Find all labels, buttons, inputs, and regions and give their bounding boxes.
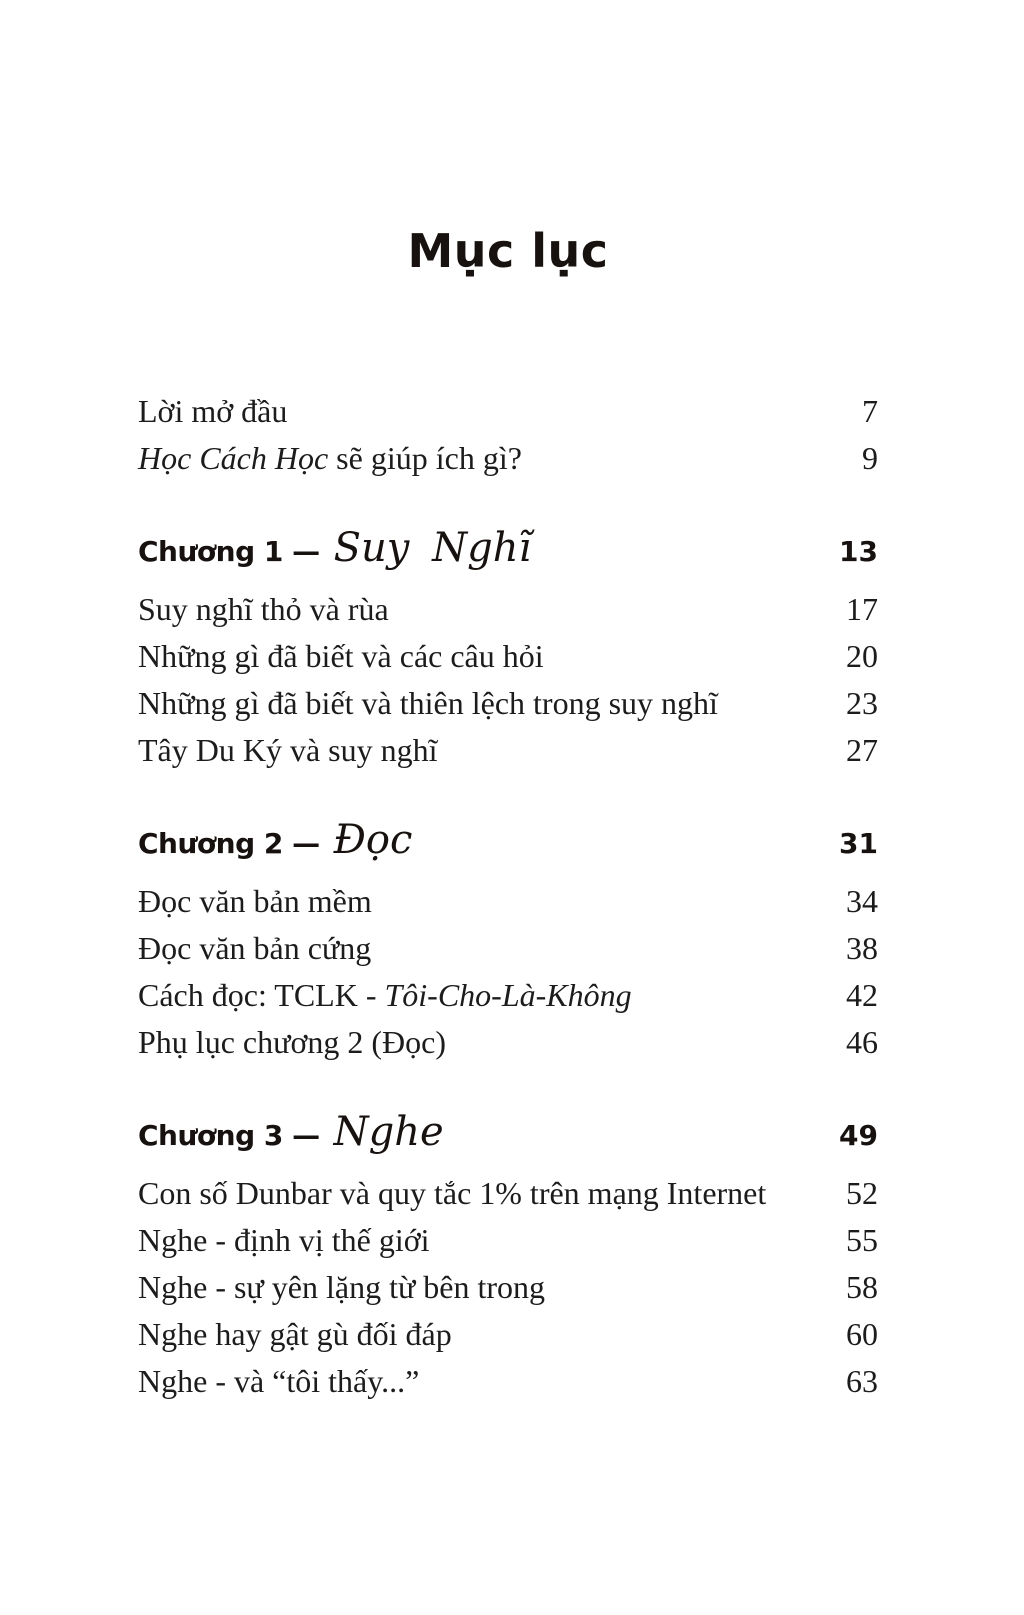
entry-title: Những gì đã biết và các câu hỏi xyxy=(138,638,544,674)
chapter-name: Nghe xyxy=(333,1109,444,1155)
toc-entry xyxy=(138,1217,878,1264)
entry-title: Nghe hay gật gù đối đáp xyxy=(138,1316,452,1352)
toc-entry xyxy=(138,435,878,482)
page-number: 34 xyxy=(846,883,878,919)
toc-entry xyxy=(138,633,878,680)
chapter-name: Đọc xyxy=(333,817,413,863)
entry-title: Phụ lục chương 2 (Đọc) xyxy=(138,1024,446,1060)
chapter-prefix: Chương 3 — xyxy=(138,1119,320,1152)
page-number: 20 xyxy=(846,638,878,674)
toc-entry xyxy=(138,727,878,774)
page-number: 38 xyxy=(846,930,878,966)
entry-title: Con số Dunbar và quy tắc 1% trên mạng Internet xyxy=(138,1175,767,1211)
page-number: 49 xyxy=(839,1119,878,1152)
page-number: 31 xyxy=(839,827,878,860)
entry-title: Nghe - sự yên lặng từ bên trong xyxy=(138,1269,546,1305)
toc-entry xyxy=(138,1311,878,1358)
chapter-prefix: Chương 2 — xyxy=(138,827,320,860)
page-number: 60 xyxy=(846,1316,878,1352)
entry-title: Nghe - và “tôi thấy...” xyxy=(138,1363,420,1399)
toc-chapter-heading xyxy=(138,814,878,866)
page-number: 46 xyxy=(846,1024,878,1060)
chapter-prefix: Chương 1 — xyxy=(138,535,320,568)
toc-entry xyxy=(138,1170,878,1217)
toc-entry xyxy=(138,680,878,727)
entry-title: Học Cách Học sẽ giúp ích gì? xyxy=(138,440,522,476)
toc-entry xyxy=(138,1358,878,1405)
entry-title: Cách đọc: TCLK - Tôi-Cho-Là-Không xyxy=(138,977,632,1013)
chapter-name: Suy Nghĩ xyxy=(333,525,532,571)
page-number: 63 xyxy=(846,1363,878,1399)
toc-entry xyxy=(138,925,878,972)
toc-chapter-heading xyxy=(138,522,878,574)
toc-entry xyxy=(138,1264,878,1311)
page-number: 55 xyxy=(846,1222,878,1258)
entry-title: Lời mở đầu xyxy=(138,393,288,429)
toc-entry xyxy=(138,586,878,633)
page-number: 23 xyxy=(846,685,878,721)
entry-title: Đọc văn bản cứng xyxy=(138,930,372,966)
entry-title: Đọc văn bản mềm xyxy=(138,883,372,919)
page-number: 9 xyxy=(862,440,878,476)
toc-chapter-heading xyxy=(138,1106,878,1158)
table-of-contents xyxy=(138,388,878,1405)
entry-title: Tây Du Ký và suy nghĩ xyxy=(138,732,438,768)
page-number: 17 xyxy=(846,591,878,627)
toc-entry xyxy=(138,972,878,1019)
chapter-title xyxy=(138,522,531,583)
toc-entry xyxy=(138,1019,878,1066)
chapter-title xyxy=(138,1106,444,1167)
toc-entry xyxy=(138,388,878,435)
page-number: 7 xyxy=(862,393,878,429)
page-number: 42 xyxy=(846,977,878,1013)
page-title: Mục lục xyxy=(407,224,609,278)
page-number: 27 xyxy=(846,732,878,768)
entry-title: Những gì đã biết và thiên lệch trong suy nghĩ xyxy=(138,685,718,721)
chapter-title xyxy=(138,814,412,875)
page-number: 13 xyxy=(839,535,878,568)
toc-entry xyxy=(138,878,878,925)
entry-title: Suy nghĩ thỏ và rùa xyxy=(138,591,389,627)
entry-title: Nghe - định vị thế giới xyxy=(138,1222,430,1258)
page-number: 52 xyxy=(846,1175,878,1211)
page-number: 58 xyxy=(846,1269,878,1305)
